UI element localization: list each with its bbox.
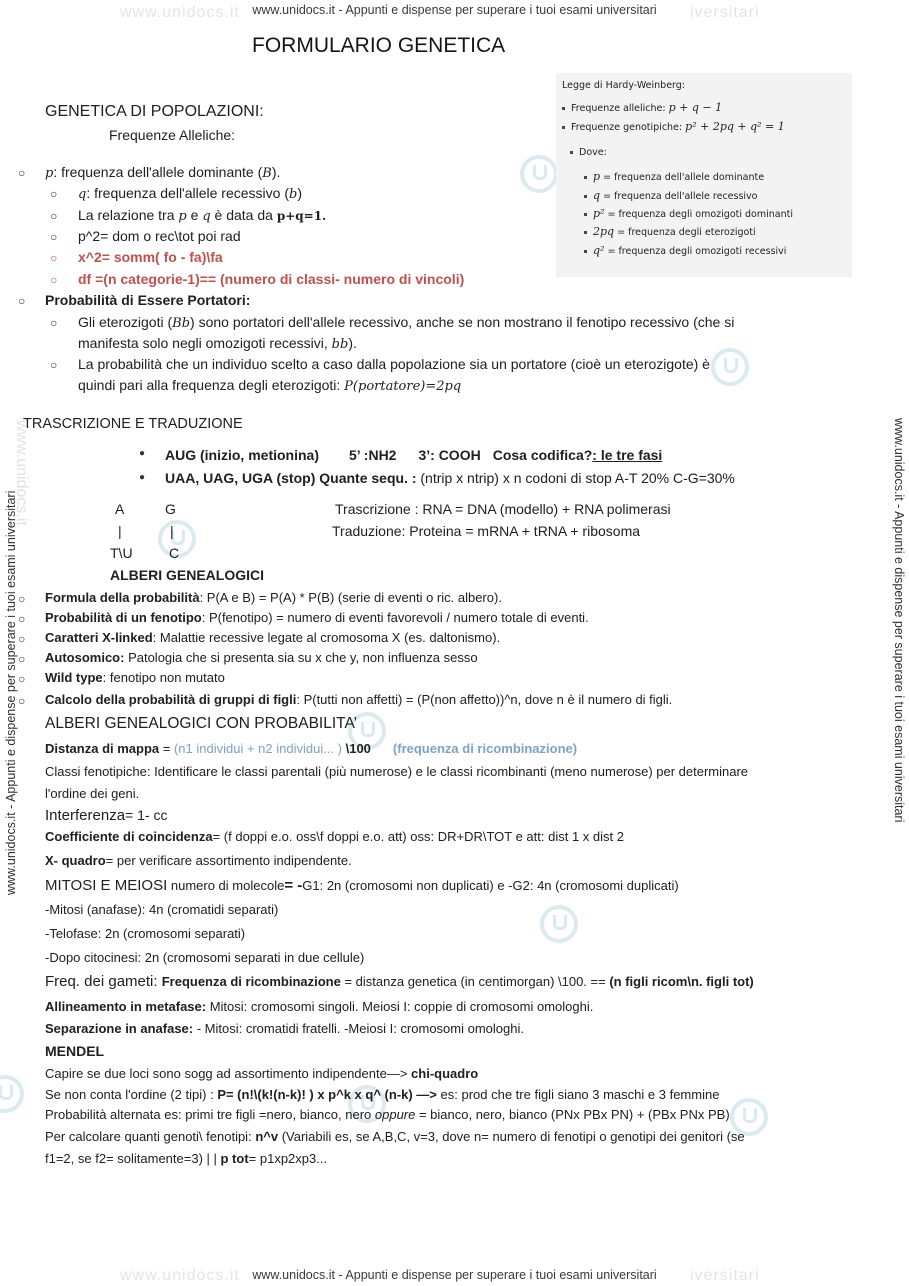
hw-freq-genotipiche: Frequenze genotipiche: p² + 2pq + q² = 1 (562, 120, 785, 133)
watermark-logo-icon (711, 348, 749, 386)
line-allineamento: Allineamento in metafase: Mitosi: cromosomi singoli. Meiosi I: coppie di cromosomi omologhi. (45, 999, 594, 1014)
bullet-icon: ○ (18, 166, 26, 180)
line-anafase: -Mitosi (anafase): 4n (cromatidi separati) (45, 902, 279, 917)
trascrizione-eq: Trascrizione : RNA = DNA (modello) + RNA polimerasi (335, 501, 671, 517)
mendel-line: Per calcolare quanti genoti\ fenotipi: n^v (Variabili es, se A,B,C, v=3, dove n= numero di fenotipi o genotipi dei genitori (se (45, 1129, 745, 1144)
page-title: FORMULARIO GENETICA (252, 34, 506, 57)
bullet-icon: ○ (50, 358, 58, 372)
section-heading-probabilita: ALBERI GENEALOGICI CON PROBABILITA’ (45, 715, 358, 732)
line-coefficiente: Coefficiente di coincidenza= (f doppi e.o. oss\f doppi e.o. att) oss: DR+DR\TOT e att: dist 1 x dist 2 (45, 829, 624, 844)
hardy-weinberg-box (556, 73, 852, 277)
bullet-icon: ○ (50, 230, 58, 244)
bullet-icon: ○ (18, 294, 26, 308)
mendel-line: Capire se due loci sono sogg ad assortimento indipendente—> chi-quadro (45, 1066, 479, 1081)
line-df: df =(n categorie-1)== (numero di classi- numero di vincoli) (78, 271, 465, 287)
line-classi-cont: l'ordine dei geni. (45, 786, 140, 801)
line-relazione: La relazione tra p e q è data da p+q=1. (78, 207, 327, 224)
traduzione-eq: Traduzione: Proteina = mRNA + tRNA + ribosoma (332, 523, 641, 539)
watermark-left-ghost: www.unidocs.it (13, 420, 30, 526)
bullet-icon: ○ (50, 187, 58, 201)
bullet-icon: ● (139, 448, 146, 459)
mendel-line: f1=2, se f2= solitamente=3) | | p tot= p1xp2xp3... (45, 1151, 328, 1166)
bullet-icon: ○ (18, 592, 26, 606)
line-citocinesi: -Dopo citocinesi: 2n (cromosomi separati in due cellule) (45, 950, 365, 965)
alberi-item: Autosomico: Patologia che si presenta sia su x che y, non influenza sesso (45, 650, 478, 665)
bullet-icon: ○ (50, 251, 58, 265)
hw-item: 2pq = frequenza degli eterozigoti (584, 225, 756, 238)
bullet-icon: ○ (18, 612, 26, 626)
hw-heading: Legge di Hardy-Weinberg: (562, 80, 686, 91)
watermark-right: www.unidocs.it - Appunti e dispense per superare i tuoi esami universitari (892, 418, 906, 823)
bullet-icon: ○ (50, 273, 58, 287)
hw-freq-alleliche: Frequenze alleliche: p + q − 1 (562, 101, 722, 114)
line-mitosi: MITOSI E MEIOSI numero di molecole= -G1: 2n (cromosomi non duplicati) e -G2: 4n (cromosomi duplicati) (45, 877, 679, 894)
line-stop: UAA, UAG, UGA (stop) Quante sequ. : (ntrip x ntrip) x n codoni di stop A-T 20% C-G=30% (165, 470, 735, 486)
bullet-icon: ○ (18, 632, 26, 646)
line-aug: AUG (inizio, metionina) 5’ :NH2 3’: COOH Cosa codifica?: le tre fasi (165, 447, 663, 463)
pair-tu: T\U (110, 545, 133, 561)
hw-item: p = frequenza dell'allele dominante (584, 170, 764, 183)
alberi-item: Probabilità di un fenotipo: P(fenotipo) = numero di eventi favorevoli / numero totale di eventi. (45, 610, 589, 625)
line-classi: Classi fenotipiche: Identificare le classi parentali (più numerose) e le classi ricombinanti (meno numerose) per determinare (45, 764, 749, 779)
line-p: p: frequenza dell'allele dominante (B). (45, 164, 281, 181)
alberi-item: Wild type: fenotipo non mutato (45, 670, 225, 685)
pair-a: A (115, 501, 125, 517)
pair-bar: | (170, 523, 174, 539)
bullet-icon: ○ (50, 316, 58, 330)
bullet-icon: ● (139, 472, 146, 483)
line-eterozigoti: Gli eterozigoti (Bb) sono portatori dell'allele recessivo, anche se non mostrano il fenotipo recessivo (che si (78, 314, 735, 331)
watermark-bottom: www.unidocs.it - Appunti e dispense per superare i tuoi esami universitari (252, 1268, 657, 1282)
line-x2: x^2= somm( fo - fa)\fa (78, 249, 223, 265)
bullet-icon: ○ (18, 694, 26, 708)
watermark-logo-icon (520, 155, 558, 193)
pair-g: G (165, 501, 176, 517)
alberi-item: Caratteri X-linked: Malattie recessive legate al cromosoma X (es. daltonismo). (45, 630, 501, 645)
bullet-icon: ○ (18, 672, 26, 686)
watermark-ghost-top: www.unidocs.it (120, 4, 240, 21)
watermark-ghost-bottom: www.unidocs.it (120, 1267, 240, 1284)
hw-item: p² = frequenza degli omozigoti dominanti (584, 207, 793, 220)
subheading-frequenze: Frequenze Alleliche: (109, 127, 236, 143)
hw-item: q = frequenza dell'allele recessivo (584, 189, 758, 202)
line-freq-gameti: Freq. dei gameti: Frequenza di ricombinazione = distanza genetica (in centimorgan) \100. == (n figli ricom\n. figli tot) (45, 973, 754, 990)
section-heading-trascrizione: TRASCRIZIONE E TRADUZIONE (23, 416, 243, 432)
hw-item: q² = frequenza degli omozigoti recessivi (584, 244, 786, 257)
line-p2: p^2= dom o rec\tot poi rad (78, 228, 241, 244)
line-probabilita-cont: quindi pari alla frequenza degli eterozigoti: P(portatore)=2pq (78, 377, 462, 394)
line-interferenza: Interferenza= 1- cc (45, 807, 168, 824)
line-separazione: Separazione in anafase: - Mitosi: cromatidi fratelli. -Meiosi I: cromosomi omologhi. (45, 1021, 524, 1036)
line-distanza: Distanza di mappa = (n1 individui + n2 individui... ) \100 (frequenza di ricombinazione) (45, 741, 578, 756)
section-heading-mendel: MENDEL (45, 1043, 105, 1059)
mendel-line: Se non conta l'ordine (2 tipi) : P= (n!\(k!(n-k)! ) x p^k x q^ (n-k) —> es: prod che tre figli siano 3 maschi e 3 femmine (45, 1087, 720, 1102)
watermark-left: www.unidocs.it - Appunti e dispense per superare i tuoi esami universitari (4, 490, 18, 895)
line-x-quadro: X- quadro= per verificare assortimento indipendente. (45, 853, 352, 868)
line-telofase: -Telofase: 2n (cromosomi separati) (45, 926, 246, 941)
alberi-item: Calcolo della probabilità di gruppi di figli: P(tutti non affetti) = (P(non affetto))^n, dove n è il numero di figli. (45, 692, 673, 707)
watermark-logo-icon (540, 905, 578, 943)
pair-bar: | (118, 523, 122, 539)
heading-portatori: Probabilità di Essere Portatori: (45, 292, 251, 308)
line-probabilita: La probabilità che un individuo scelto a caso dalla popolazione sia un portatore (cioè un eterozigote) è (78, 356, 710, 372)
line-eterozigoti-cont: manifesta solo negli omozigoti recessivi, bb). (78, 335, 357, 352)
watermark-ghost-bottom-right: iversitari (690, 1267, 760, 1284)
alberi-item: Formula della probabilità: P(A e B) = P(A) * P(B) (serie di eventi o ric. albero). (45, 590, 502, 605)
heading-alberi: ALBERI GENEALOGICI (110, 567, 265, 583)
hw-dove: Dove: (570, 147, 607, 158)
watermark-logo-icon (0, 1075, 24, 1113)
mendel-line: Probabilità alternata es: primi tre figli =nero, bianco, nero oppure = bianco, nero, bianco (PNx PBx PN) + (PBx PNx PB) (45, 1107, 730, 1122)
watermark-top: www.unidocs.it - Appunti e dispense per superare i tuoi esami universitari (252, 3, 657, 17)
pair-c: C (169, 545, 180, 561)
bullet-icon: ○ (50, 209, 58, 223)
bullet-icon: ○ (18, 652, 26, 666)
line-q: q: frequenza dell'allele recessivo (b) (78, 185, 302, 202)
section-heading-popolazioni: GENETICA DI POPOLAZIONI: (45, 103, 264, 120)
watermark-ghost-top-right: iversitari (690, 4, 760, 21)
